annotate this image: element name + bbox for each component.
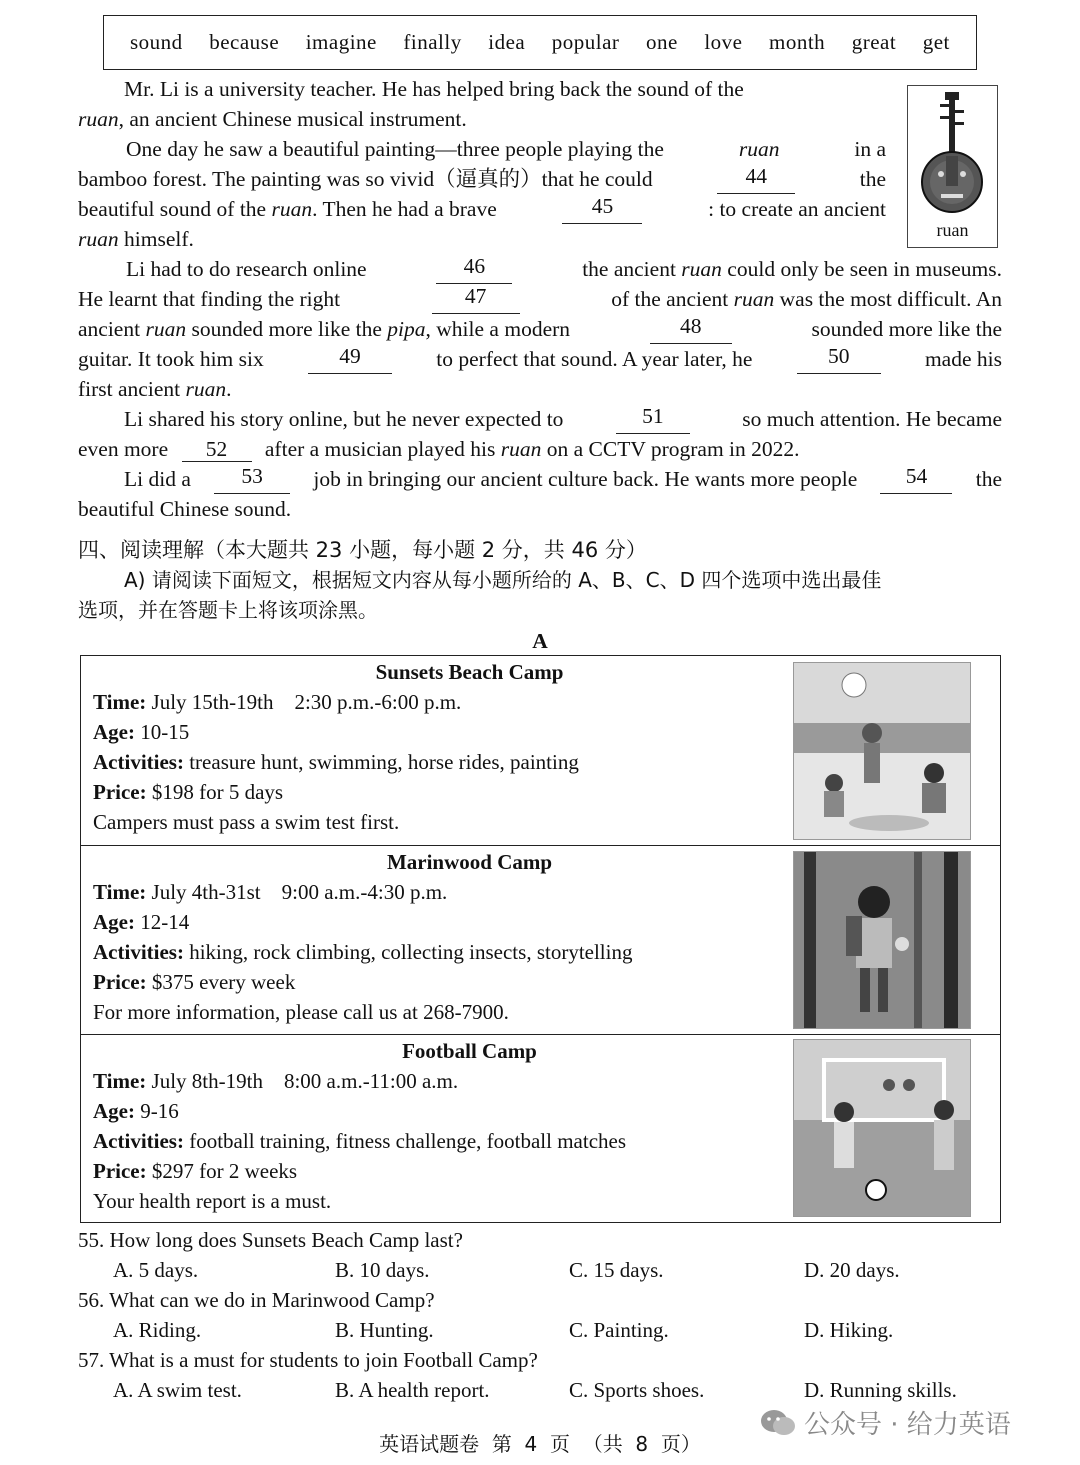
camp-title: Marinwood Camp (386, 850, 553, 874)
option-d[interactable]: D. Running skills. (804, 1378, 957, 1402)
passage-line (124, 74, 886, 104)
passage-text: to perfect that sound. A year later, he (436, 347, 753, 371)
passage-text: job in bringing our ancient culture back. He wants more people (313, 467, 858, 491)
camp-age: Age: 12-14 (93, 910, 190, 934)
passage-line (126, 134, 886, 164)
passage-line (78, 434, 800, 464)
blank-52[interactable]: 52 (182, 437, 252, 462)
ruan-caption: ruan (936, 220, 969, 240)
passage-line (78, 104, 467, 134)
camp-activities: Activities: treasure hunt, swimming, horse rides, painting (93, 750, 579, 774)
passage-text: bamboo forest. The painting was so vivid（逼真的）that he could (78, 167, 653, 191)
section-heading: 四、阅读理解（本大题共 23 小题，每小题 2 分，共 46 分） (78, 538, 647, 562)
passage-line (78, 194, 886, 224)
passage-label: A (532, 629, 548, 653)
passage-line (78, 284, 1002, 314)
option-c[interactable]: C. 15 days. (569, 1258, 664, 1282)
camp-note: Your health report is a must. (93, 1189, 332, 1213)
passage-text: in a (854, 137, 886, 161)
question-57: 57. What is a must for students to join Football Camp? (78, 1348, 538, 1372)
blank-51[interactable]: 51 (616, 404, 690, 434)
blank-46[interactable]: 46 (436, 254, 512, 284)
camp-row (81, 656, 1000, 845)
italic-word: ruan (145, 317, 187, 341)
passage-text: sounded more like the (191, 317, 382, 341)
passage-line (78, 314, 1002, 344)
forest-hiker-icon (794, 852, 971, 1029)
passage-text: after a musician played his (264, 437, 496, 461)
passage-text: One day he saw a beautiful painting (126, 137, 436, 161)
camp-price: Price: $198 for 5 days (93, 780, 284, 804)
italic-word: ruan (738, 137, 780, 161)
option-b[interactable]: B. A health report. (335, 1378, 490, 1402)
word-bank-item: month (769, 30, 826, 54)
camp-activities: Activities: football training, fitness challenge, football matches (93, 1129, 627, 1153)
passage-text: : to create an ancient (708, 197, 886, 221)
option-c[interactable]: C. Painting. (569, 1318, 669, 1342)
option-d[interactable]: D. Hiking. (804, 1318, 894, 1342)
passage-line (126, 254, 1002, 284)
blank-48[interactable]: 48 (650, 314, 732, 344)
camps-table (80, 655, 1001, 1223)
blank-49[interactable]: 49 (308, 344, 392, 374)
camp-price: Price: $375 every week (93, 970, 296, 994)
option-a[interactable]: A. 5 days. (113, 1258, 199, 1282)
passage-text: ancient (78, 317, 141, 341)
italic-word: ruan (500, 437, 542, 461)
passage-line (78, 164, 886, 194)
camp-title: Sunsets Beach Camp (375, 660, 564, 684)
camp-title: Football Camp (402, 1039, 537, 1063)
word-bank-item: one (645, 30, 678, 54)
camp-age: Age: 9-16 (93, 1099, 179, 1123)
passage-text: could only be seen in museums. (727, 257, 1002, 281)
passage-text: three people playing the (456, 137, 664, 161)
passage-text: even more (78, 437, 169, 461)
blank-45[interactable]: 45 (562, 194, 642, 224)
passage-text: was the most difficult. An (779, 287, 1002, 311)
option-a[interactable]: A. A swim test. (113, 1378, 242, 1402)
word-bank-item: because (209, 30, 280, 54)
passage-text: the (975, 467, 1002, 491)
passage-line (78, 344, 1002, 374)
passage-text: . (226, 377, 232, 401)
word-bank-item: imagine (305, 30, 377, 54)
passage-text: Li shared his story online, but he never expected to (124, 407, 564, 431)
word-bank-item: popular (551, 30, 620, 54)
option-b[interactable]: B. 10 days. (335, 1258, 430, 1282)
camp-activities: Activities: hiking, rock climbing, collecting insects, storytelling (93, 940, 633, 964)
word-bank-item: great (851, 30, 897, 54)
section-instruction: 选项，并在答题卡上将该项涂黑。 (78, 598, 378, 622)
option-c[interactable]: C. Sports shoes. (569, 1378, 705, 1402)
passage-text: He learnt that finding the right (78, 287, 341, 311)
blank-54[interactable]: 54 (880, 464, 952, 494)
passage-line (78, 224, 194, 254)
passage-text: , while a modern (425, 317, 571, 341)
passage-text: first ancient (78, 377, 181, 401)
blank-44[interactable]: 44 (717, 164, 795, 194)
section-instruction: A) 请阅读下面短文，根据短文内容从每小题所给的 A、B、C、D 四个选项中选出最佳 (124, 568, 882, 592)
italic-word: ruan (271, 197, 313, 221)
blank-47[interactable]: 47 (432, 284, 520, 314)
option-a[interactable]: A. Riding. (113, 1318, 202, 1342)
passage-text: so much attention. He became (742, 407, 1002, 431)
word-bank-item: idea (488, 30, 526, 54)
passage-text: beautiful sound of the (78, 197, 267, 221)
camp-note: Campers must pass a swim test first. (93, 810, 400, 834)
camp-note: For more information, please call us at 268-7900. (93, 1000, 509, 1024)
dash: — (435, 137, 457, 161)
word-bank-item: sound (130, 30, 183, 54)
passage-text: the (859, 167, 886, 191)
passage-text: the ancient (582, 257, 676, 281)
italic-word: ruan (733, 287, 775, 311)
blank-53[interactable]: 53 (214, 464, 290, 494)
passage-line (78, 374, 231, 404)
camp-row (81, 1034, 1000, 1222)
word-bank-item: get (922, 30, 950, 54)
ruan-image (907, 85, 998, 248)
question-56: 56. What can we do in Marinwood Camp? (78, 1288, 435, 1312)
passage-text: , an ancient Chinese musical instrument. (118, 107, 467, 131)
passage-text: sounded more like the (811, 317, 1002, 341)
passage-text: Li had to do research online (126, 257, 367, 281)
passage-text: Mr. Li is a university teacher. He has helped bring back the sound of the (124, 77, 744, 101)
word-bank (103, 15, 977, 70)
italic-word: ruan (681, 257, 722, 281)
football-camp-image (793, 1039, 971, 1217)
camp-price: Price: $297 for 2 weeks (93, 1159, 298, 1183)
passage-text: himself. (124, 227, 194, 251)
camp-time: Time: July 4th-31st 9:00 a.m.-4:30 p.m. (93, 880, 448, 904)
camp-age: Age: 10-15 (93, 720, 190, 744)
passage-text: of the ancient (611, 287, 729, 311)
camp-time: Time: July 15th-19th 2:30 p.m.-6:00 p.m. (93, 690, 462, 714)
passage-line (124, 404, 1002, 434)
beach-scene-icon (794, 663, 971, 840)
question-55: 55. How long does Sunsets Beach Camp last? (78, 1228, 463, 1252)
passage-text: on a CCTV program in 2022. (546, 437, 800, 461)
passage-line (124, 464, 1002, 494)
passage-text: Li did a (124, 467, 191, 491)
passage-text: guitar. It took him six (78, 347, 264, 371)
blank-50[interactable]: 50 (797, 344, 881, 374)
word-bank-item: love (704, 30, 743, 54)
passage-text: made his (924, 347, 1002, 371)
italic-word: ruan (78, 107, 119, 131)
option-d[interactable]: D. 20 days. (804, 1258, 900, 1282)
passage-text: . Then he had a brave (312, 197, 497, 221)
word-bank-item: finally (403, 30, 462, 54)
camp-time: Time: July 8th-19th 8:00 a.m.-11:00 a.m. (93, 1069, 459, 1093)
page-footer: 英语试题卷 第 4 页 （共 8 页） (379, 1432, 701, 1456)
football-match-icon (794, 1040, 971, 1217)
passage-line (78, 494, 291, 524)
camp-row (81, 845, 1000, 1034)
italic-word: ruan (78, 227, 119, 251)
italic-word: pipa (387, 317, 426, 341)
beach-camp-image (793, 662, 971, 840)
passage-text: beautiful Chinese sound. (78, 497, 292, 521)
option-b[interactable]: B. Hunting. (335, 1318, 434, 1342)
watermark-text: 公众号 · 给力英语 (804, 1410, 1011, 1440)
forest-camp-image (793, 851, 971, 1029)
italic-word: ruan (185, 377, 227, 401)
ruan-instrument-icon (908, 86, 997, 216)
